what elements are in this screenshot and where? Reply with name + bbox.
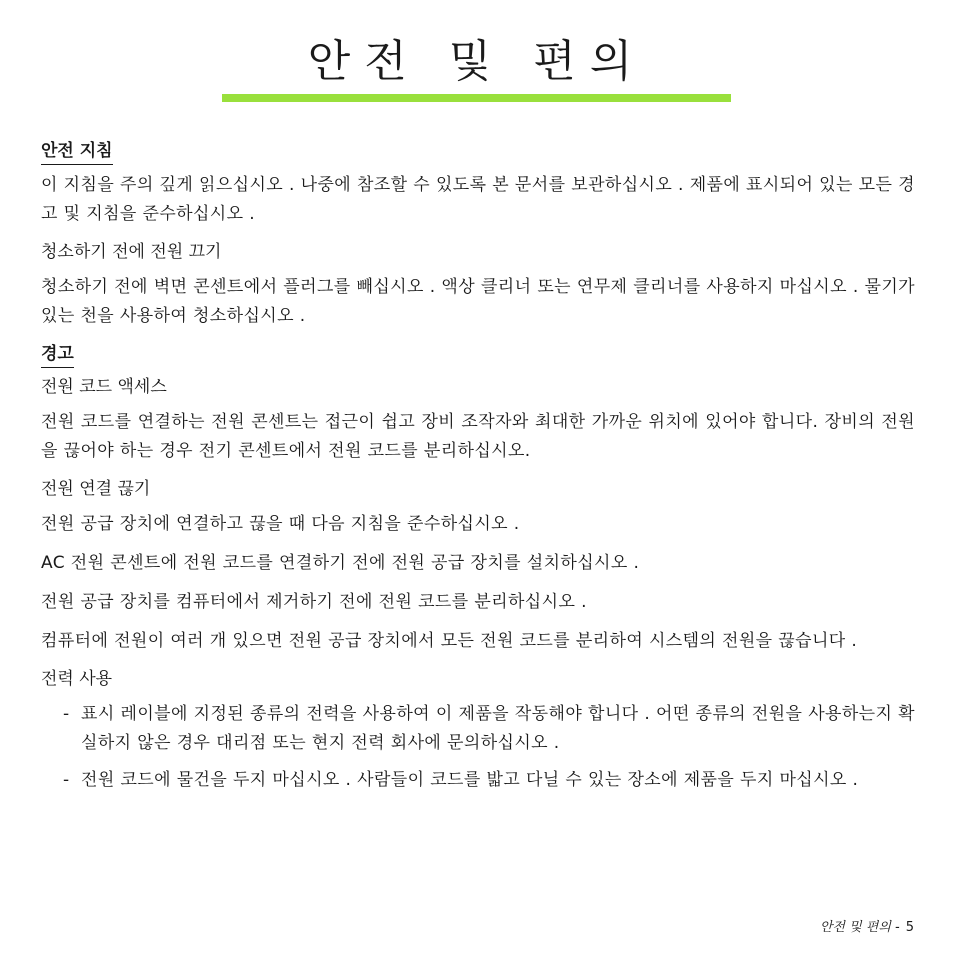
heading-power: 전력 사용: [41, 669, 113, 689]
heading-safety: 안전 지침: [41, 138, 113, 165]
heading-clean: 청소하기 전에 전원 끄기: [41, 242, 222, 262]
dash-bullet: -: [63, 770, 70, 790]
power-list: [41, 700, 915, 795]
access-text: 전원 코드를 연결하는 전원 콘센트는 접근이 쉽고 장비 조작자와 최대한 가까운 위치에 있어야 합니다. 장비의 전원을 끊어야 하는 경우 전기 콘센트에서 전원 코드를 분리하십시오.: [41, 412, 915, 461]
disconnect-text-2: AC 전원 콘센트에 전원 코드를 연결하기 전에 전원 공급 장치를 설치하십시오 .: [41, 553, 640, 573]
safety-text: 이 지침을 주의 깊게 읽으십시오 . 나중에 참조할 수 있도록 본 문서를 보관하십시오 . 제품에 표시되어 있는 모든 경고 및 지침을 준수하십시오 .: [41, 175, 915, 224]
heading-access: 전원 코드 액세스: [41, 377, 167, 397]
page-number: 5: [905, 920, 914, 935]
content: [41, 138, 915, 803]
title-underline-bar: [222, 94, 731, 102]
clean-text: 청소하기 전에 벽면 콘센트에서 플러그를 빼십시오 . 액상 클리너 또는 연무제 클리너를 사용하지 마십시오 . 물기가 있는 천을 사용하여 청소하십시오 .: [41, 277, 915, 326]
page-footer: [820, 916, 914, 935]
list-item: [63, 700, 915, 758]
dash-bullet: -: [63, 704, 70, 724]
disconnect-text-3: 전원 공급 장치를 컴퓨터에서 제거하기 전에 전원 코드를 분리하십시오 .: [41, 592, 587, 612]
page-title: 안전 및 편의: [307, 36, 647, 87]
power-item-text: 표시 레이블에 지정된 종류의 전력을 사용하여 이 제품을 작동해야 합니다 . 어떤 종류의 전원을 사용하는지 확실하지 않은 경우 대리점 또는 현지 전력 회사에 문의하십시오 .: [81, 704, 915, 753]
disconnect-text-1: 전원 공급 장치에 연결하고 끊을 때 다음 지침을 준수하십시오 .: [41, 514, 520, 534]
disconnect-text-4: 컴퓨터에 전원이 여러 개 있으면 전원 공급 장치에서 모든 전원 코드를 분리하여 시스템의 전원을 끊습니다 .: [41, 631, 858, 651]
list-item: [63, 766, 915, 795]
footer-label: 안전 및 편의 -: [819, 920, 900, 935]
heading-warning: 경고: [41, 341, 74, 368]
power-item-text: 전원 코드에 물건을 두지 마십시오 . 사람들이 코드를 밟고 다닐 수 있는 장소에 제품을 두지 마십시오 .: [81, 770, 859, 790]
heading-disconnect: 전원 연결 끊기: [41, 479, 151, 499]
